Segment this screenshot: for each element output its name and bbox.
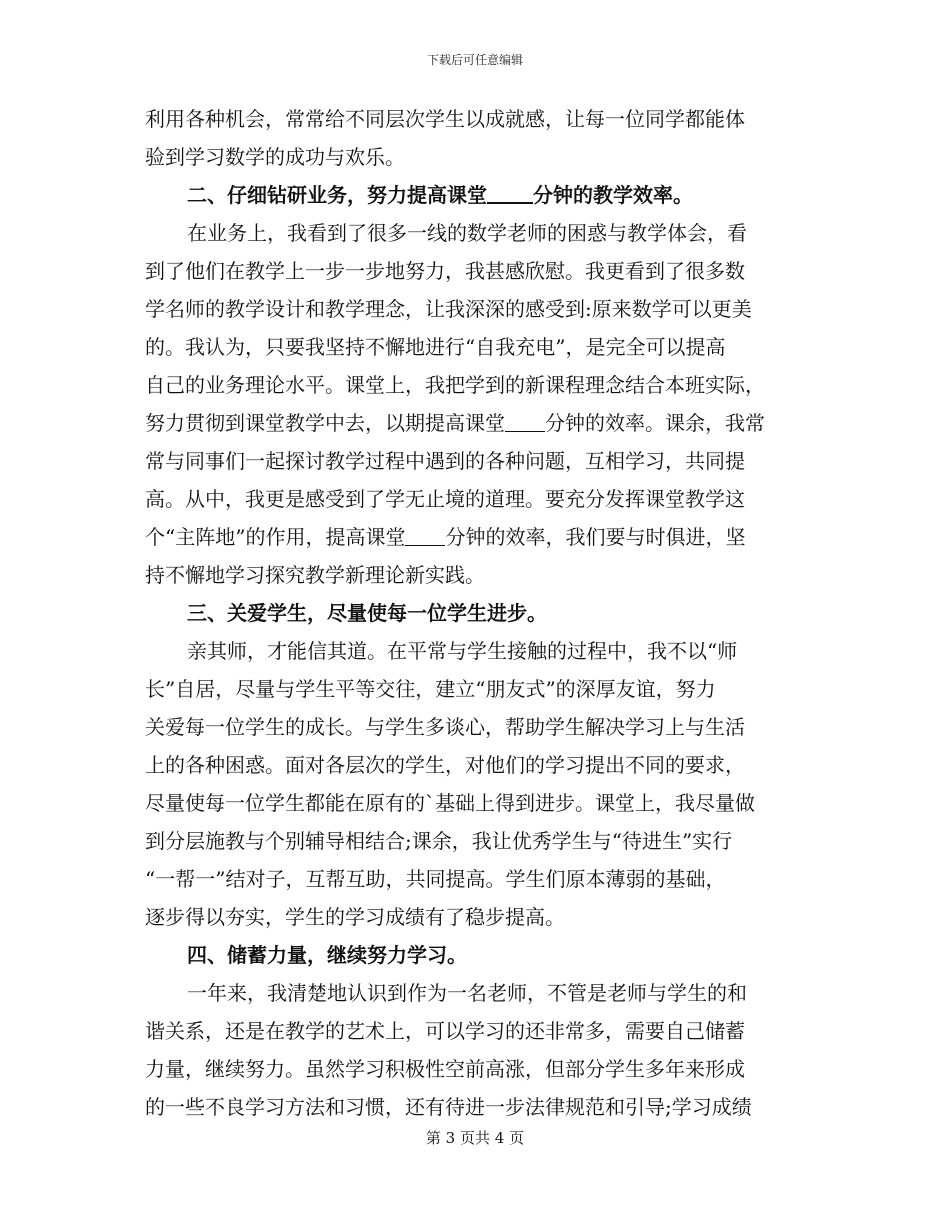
text-line: 力量，继续努力。虽然学习积极性空前高涨，但部分学生多年来形成 (145, 1057, 745, 1081)
blank-underline (405, 523, 445, 546)
text-line: 谐关系，还是在教学的艺术上，可以学习的还非常多，需要自己储蓄 (145, 1019, 745, 1043)
text-line: 利用各种机会，常常给不同层次学生以成就感，让每一位同学都能体 (145, 107, 745, 131)
text-line: 常与同事们一起探讨教学过程中遇到的各种问题，互相学习，共同提 (145, 449, 745, 473)
page-header: 下载后可任意编辑 (426, 53, 523, 67)
text-line: “一帮一”结对子，互帮互助，共同提高。学生们原本薄弱的基础， (145, 867, 726, 891)
text-line: 的一些不良学习方法和习惯，还有待进一步法律规范和引导;学习成绩 (145, 1095, 752, 1119)
text-line: 长”自居，尽量与学生平等交往，建立“朋友式”的深厚友谊，努力 (145, 677, 716, 701)
section-heading-3: 三、关爱学生，尽量使每一位学生进步。 (187, 601, 547, 625)
section-heading-2: 二、仔细钻研业务，努力提高课堂 分钟的教学效率。 (145, 176, 805, 214)
text-line: 在业务上，我看到了很多一线的数学老师的困惑与教学体会，看 (187, 221, 747, 245)
text-line: 逐步得以夯实，学生的学习成绩有了稳步提高。 (145, 905, 565, 929)
page-number: 第 3 页共 4 页 (425, 1129, 525, 1147)
blank-underline (505, 409, 545, 432)
section-heading-4: 四、储蓄力量，继续努力学习。 (187, 943, 467, 967)
text-line: 的。我认为，只要我坚持不懈地进行“自我充电”，是完全可以提高 (145, 335, 726, 359)
text-line: 关爱每一位学生的成长。与学生多谈心，帮助学生解决学习上与生活 (145, 715, 745, 739)
text-line: 努力贯彻到课堂教学中去，以期提高课堂 分钟的效率。课余，我常 (145, 411, 765, 435)
text-line: 亲其师，才能信其道。在平常与学生接触的过程中，我不以“师 (187, 639, 738, 663)
text-line: 到分层施教与个别辅导相结合;课余，我让优秀学生与“待进生”实行 (145, 829, 733, 853)
text-line: 验到学习数学的成功与欢乐。 (145, 145, 405, 169)
text-line: 高。从中，我更是感受到了学无止境的道理。要充分发挥课堂教学这 (145, 487, 745, 511)
text-line: 尽量使每一位学生都能在原有的`基础上得到进步。课堂上，我尽量做 (145, 791, 755, 815)
text-line: 一年来，我清楚地认识到作为一名老师，不管是老师与学生的和 (187, 981, 747, 1005)
text-line: 上的各种困惑。面对各层次的学生，对他们的学习提出不同的要求， (145, 753, 745, 777)
text-line: 到了他们在教学上一步一步地努力，我甚感欣慰。我更看到了很多数 (145, 259, 745, 283)
document-body (145, 100, 805, 1126)
text-line: 持不懈地学习探究教学新理论新实践。 (145, 563, 485, 587)
text-line: 自己的业务理论水平。课堂上，我把学到的新课程理念结合本班实际， (145, 373, 765, 397)
text-line: 个“主阵地”的作用，提高课堂 分钟的效率，我们要与时俱进，坚 (145, 525, 746, 549)
text-line: 学名师的教学设计和教学理念，让我深深的感受到:原来数学可以更美 (145, 297, 752, 321)
blank-underline (487, 180, 533, 204)
